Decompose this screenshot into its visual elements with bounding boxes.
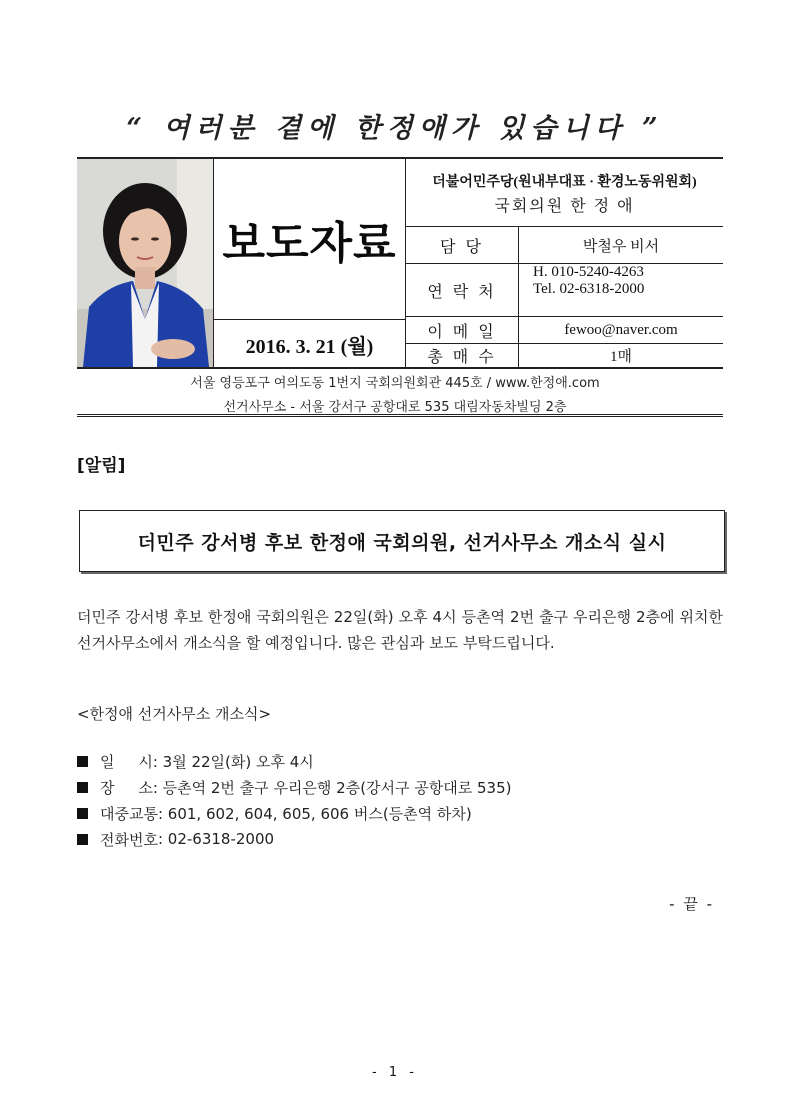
- contact-row-pages: [406, 344, 723, 367]
- press-release-header: [77, 157, 723, 369]
- tel-number: Tel. 02-6318-2000: [533, 281, 645, 297]
- divider: [77, 414, 723, 418]
- row-label: 총 매 수: [406, 344, 519, 367]
- row-value: [519, 264, 737, 316]
- party-line: 더불어민주당(원내부대표 · 환경노동위원회): [432, 175, 697, 190]
- row-label: 연 락 처: [406, 264, 519, 316]
- detail-value: : 02-6318-2000: [157, 830, 275, 848]
- document-title: 보도자료: [222, 218, 397, 269]
- event-subheading: <한정애 선거사무소 개소식>: [77, 705, 272, 723]
- title-cell: [214, 159, 406, 319]
- notice-label: [알림]: [77, 456, 126, 476]
- body-paragraph: 더민주 강서병 후보 한정애 국회의원은 22일(화) 오후 4시 등촌역 2번 출구 우리은행 2층에 위치한 선거사무소에서 개소식을 할 예정입니다. 많은 관심과 보도 부탁드립니다.: [77, 608, 723, 652]
- event-details: [77, 748, 512, 852]
- detail-item: [77, 774, 512, 800]
- detail-item: [77, 826, 512, 852]
- detail-key: 일 시: [100, 752, 153, 771]
- contact-row-email: [406, 317, 723, 344]
- row-value: 박철우 비서: [582, 238, 660, 255]
- detail-value: : 3월 22일(화) 오후 4시: [152, 752, 314, 771]
- detail-value: : 601, 602, 604, 605, 606 버스(등촌역 하차): [157, 804, 472, 823]
- campaign-office-address: 선거사무소 - 서울 강서구 공항대로 535 대림자동차빌딩 2층: [223, 400, 567, 415]
- portrait-photo: [77, 159, 214, 367]
- detail-item: [77, 748, 512, 774]
- slogan: “ 여러분 곁에 한정애가 있습니다 ”: [126, 113, 664, 144]
- end-mark: - 끝 -: [669, 895, 714, 913]
- row-label: 담 당: [406, 227, 519, 263]
- office-address: 서울 영등포구 여의도동 1번지 국회의원회관 445호 / www.한정애.com: [190, 376, 600, 391]
- square-bullet-icon: [77, 834, 88, 845]
- mobile-number: H. 010-5240-4263: [533, 264, 644, 280]
- detail-value: : 등촌역 2번 출구 우리은행 2층(강서구 공항대로 535): [152, 778, 512, 797]
- square-bullet-icon: [77, 756, 88, 767]
- row-value: 1매: [610, 349, 632, 365]
- contact-table: [406, 159, 723, 367]
- member-line: 국회의원 한 정 애: [494, 198, 635, 215]
- page-number: - 1 -: [372, 1065, 418, 1080]
- square-bullet-icon: [77, 782, 88, 793]
- party-info: [406, 159, 723, 227]
- square-bullet-icon: [77, 808, 88, 819]
- row-label: 이 메 일: [406, 317, 519, 343]
- detail-key: 대중교통: [100, 804, 158, 823]
- portrait-illustration: [77, 159, 213, 367]
- detail-key: 장 소: [100, 778, 153, 797]
- release-date: 2016. 3. 21 (월): [214, 319, 406, 368]
- contact-row-phone: [406, 264, 723, 317]
- detail-item: [77, 800, 512, 826]
- contact-row-manager: [406, 227, 723, 264]
- detail-key: 전화번호: [100, 830, 158, 849]
- row-value: fewoo@naver.com: [564, 321, 678, 338]
- headline: 더민주 강서병 후보 한정애 국회의원, 선거사무소 개소식 실시: [79, 510, 725, 572]
